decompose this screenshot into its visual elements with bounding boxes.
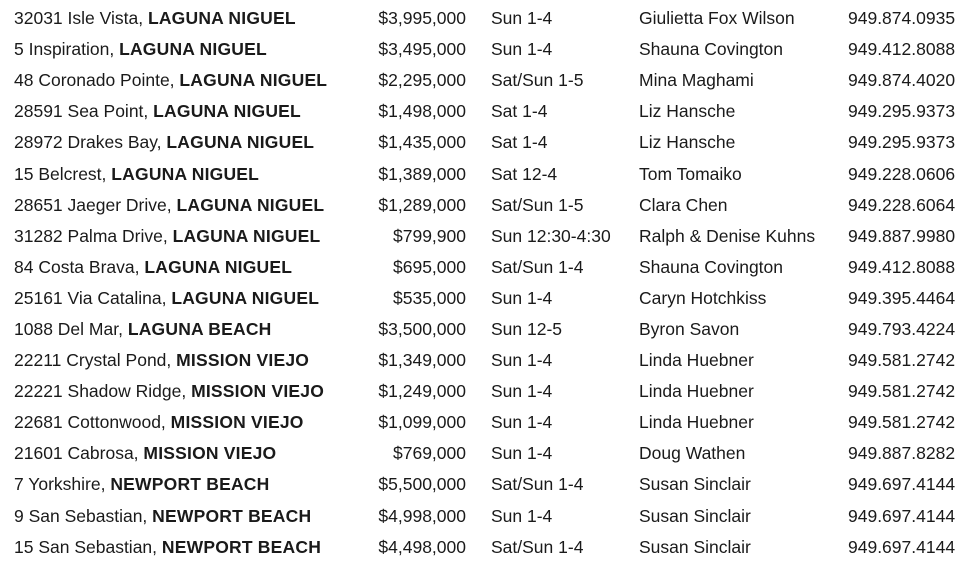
listing-agent: Caryn Hotchkiss: [639, 287, 767, 308]
listing-city: MISSION VIEJO: [170, 412, 304, 433]
open-house-time: Sun 1-4: [491, 381, 553, 402]
listing-address: 28651 Jaeger Drive,: [14, 194, 172, 215]
listing-price: $1,435,000: [378, 132, 466, 153]
listing-location: [0, 70, 372, 91]
listing-location: [0, 443, 372, 464]
listing-row: [0, 34, 967, 65]
open-house-time: Sat/Sun 1-4: [491, 256, 584, 277]
agent-phone: 949.697.4144: [848, 505, 956, 526]
listing-row: [0, 252, 967, 283]
agent-phone: 949.697.4144: [848, 536, 956, 557]
open-house-time: Sun 1-4: [491, 8, 553, 29]
listing-agent: Linda Huebner: [639, 350, 754, 371]
open-house-time: Sun 1-4: [491, 412, 553, 433]
listing-city: LAGUNA NIGUEL: [179, 70, 328, 91]
open-house-time: Sun 12-5: [491, 318, 563, 339]
listing-location: [0, 195, 372, 216]
listing-address: 22681 Cottonwood,: [14, 412, 166, 433]
listing-location: [0, 381, 372, 402]
listing-agent: Liz Hansche: [639, 132, 736, 153]
agent-phone: 949.793.4224: [848, 318, 956, 339]
listing-address: 48 Coronado Pointe,: [14, 70, 175, 91]
listing-price: $1,289,000: [378, 194, 466, 215]
listing-row: [0, 314, 967, 345]
listing-row: [0, 221, 967, 252]
listing-city: MISSION VIEJO: [143, 443, 277, 464]
listing-row: [0, 407, 967, 438]
listing-row: [0, 158, 967, 189]
listing-agent: Ralph & Denise Kuhns: [639, 225, 816, 246]
listing-price: $769,000: [393, 443, 466, 464]
open-house-time: Sat/Sun 1-5: [491, 70, 584, 91]
listing-price: $4,998,000: [378, 505, 466, 526]
listing-location: [0, 132, 372, 153]
listing-price: $3,500,000: [378, 318, 466, 339]
listing-price: $1,349,000: [378, 350, 466, 371]
listing-price: $3,995,000: [378, 8, 466, 29]
listing-address: 31282 Palma Drive,: [14, 225, 168, 246]
listing-agent: Giulietta Fox Wilson: [639, 8, 795, 29]
listing-price: $695,000: [393, 256, 466, 277]
listing-address: 21601 Cabrosa,: [14, 443, 139, 464]
listing-city: LAGUNA BEACH: [127, 318, 272, 339]
agent-phone: 949.581.2742: [848, 412, 956, 433]
listing-agent: Mina Maghami: [639, 70, 754, 91]
listing-location: [0, 39, 372, 60]
listing-row: [0, 3, 967, 34]
open-house-time: Sat/Sun 1-5: [491, 194, 584, 215]
listing-city: NEWPORT BEACH: [161, 536, 322, 557]
listing-city: MISSION VIEJO: [176, 350, 310, 371]
listing-address: 32031 Isle Vista,: [14, 8, 144, 29]
listing-location: [0, 288, 372, 309]
listing-location: [0, 164, 372, 185]
listing-location: [0, 319, 372, 340]
listing-city: LAGUNA NIGUEL: [171, 287, 320, 308]
listing-agent: Tom Tomaiko: [639, 163, 742, 184]
listing-address: 5 Inspiration,: [14, 39, 115, 60]
listing-agent: Susan Sinclair: [639, 505, 751, 526]
listing-price: $1,389,000: [378, 163, 466, 184]
agent-phone: 949.581.2742: [848, 350, 956, 371]
listing-agent: Shauna Covington: [639, 256, 783, 277]
open-house-time: Sat/Sun 1-4: [491, 474, 584, 495]
listing-agent: Byron Savon: [639, 318, 740, 339]
agent-phone: 949.887.9980: [848, 225, 956, 246]
listing-price: $535,000: [393, 287, 466, 308]
open-house-time: Sat 12-4: [491, 163, 558, 184]
open-house-time: Sun 12:30-4:30: [491, 225, 611, 246]
listing-location: [0, 101, 372, 122]
listing-price: $5,500,000: [378, 474, 466, 495]
listing-price: $4,498,000: [378, 536, 466, 557]
listing-address: 28972 Drakes Bay,: [14, 132, 162, 153]
listing-location: [0, 537, 372, 558]
listing-row: [0, 96, 967, 127]
listing-location: [0, 474, 372, 495]
listing-row: [0, 469, 967, 500]
agent-phone: 949.412.8088: [848, 39, 956, 60]
listing-location: [0, 350, 372, 371]
listing-row: [0, 376, 967, 407]
listing-price: $3,495,000: [378, 39, 466, 60]
listing-city: LAGUNA NIGUEL: [153, 101, 301, 122]
listing-agent: Clara Chen: [639, 194, 728, 215]
listing-row: [0, 283, 967, 314]
open-house-time: Sat/Sun 1-4: [491, 536, 584, 557]
listing-agent: Linda Huebner: [639, 412, 754, 433]
listing-city: NEWPORT BEACH: [152, 505, 312, 526]
listing-city: LAGUNA NIGUEL: [172, 225, 321, 246]
listing-city: LAGUNA NIGUEL: [119, 39, 267, 60]
listing-address: 7 Yorkshire,: [14, 474, 106, 495]
listing-address: 1088 Del Mar,: [14, 318, 123, 339]
listing-city: MISSION VIEJO: [191, 381, 325, 402]
listing-row: [0, 345, 967, 376]
agent-phone: 949.887.8282: [848, 443, 956, 464]
listing-agent: Doug Wathen: [639, 443, 746, 464]
listing-city: LAGUNA NIGUEL: [147, 8, 296, 29]
listing-city: LAGUNA NIGUEL: [176, 194, 325, 215]
listing-city: NEWPORT BEACH: [110, 474, 270, 495]
listing-location: [0, 412, 372, 433]
listing-address: 28591 Sea Point,: [14, 101, 149, 122]
agent-phone: 949.295.9373: [848, 132, 956, 153]
agent-phone: 949.874.0935: [848, 8, 956, 29]
listing-agent: Shauna Covington: [639, 39, 783, 60]
open-house-time: Sun 1-4: [491, 443, 553, 464]
open-house-time: Sun 1-4: [491, 350, 553, 371]
listing-price: $1,498,000: [378, 101, 466, 122]
agent-phone: 949.295.9373: [848, 101, 956, 122]
open-house-time: Sun 1-4: [491, 505, 553, 526]
listing-agent: Susan Sinclair: [639, 536, 751, 557]
open-house-time: Sat 1-4: [491, 132, 548, 153]
listing-location: [0, 257, 372, 278]
listing-address: 22221 Shadow Ridge,: [14, 381, 187, 402]
listing-address: 22211 Crystal Pond,: [14, 350, 172, 371]
listing-city: LAGUNA NIGUEL: [111, 163, 260, 184]
listing-row: [0, 532, 967, 563]
listing-address: 15 Belcrest,: [14, 163, 107, 184]
agent-phone: 949.228.0606: [848, 163, 956, 184]
listing-row: [0, 438, 967, 469]
listing-row: [0, 501, 967, 532]
listing-location: [0, 506, 372, 527]
listing-price: $1,249,000: [378, 381, 466, 402]
agent-phone: 949.228.6064: [848, 194, 956, 215]
agent-phone: 949.581.2742: [848, 381, 956, 402]
open-house-time: Sat 1-4: [491, 101, 548, 122]
listing-agent: Susan Sinclair: [639, 474, 751, 495]
agent-phone: 949.697.4144: [848, 474, 956, 495]
agent-phone: 949.412.8088: [848, 256, 956, 277]
listing-price: $2,295,000: [378, 70, 466, 91]
listing-address: 15 San Sebastian,: [14, 536, 158, 557]
listing-price: $799,900: [393, 225, 466, 246]
open-house-time: Sun 1-4: [491, 39, 553, 60]
listing-row: [0, 65, 967, 96]
listing-agent: Linda Huebner: [639, 381, 754, 402]
listing-address: 84 Costa Brava,: [14, 256, 140, 277]
agent-phone: 949.874.4020: [848, 70, 956, 91]
listing-city: LAGUNA NIGUEL: [144, 256, 293, 277]
listing-address: 25161 Via Catalina,: [14, 287, 167, 308]
listing-agent: Liz Hansche: [639, 101, 736, 122]
listing-location: [0, 226, 372, 247]
listing-location: [0, 8, 372, 29]
listing-price: $1,099,000: [378, 412, 466, 433]
listing-address: 9 San Sebastian,: [14, 505, 148, 526]
agent-phone: 949.395.4464: [848, 287, 956, 308]
listing-row: [0, 127, 967, 158]
listing-city: LAGUNA NIGUEL: [166, 132, 315, 153]
listing-row: [0, 190, 967, 221]
open-house-time: Sun 1-4: [491, 287, 553, 308]
